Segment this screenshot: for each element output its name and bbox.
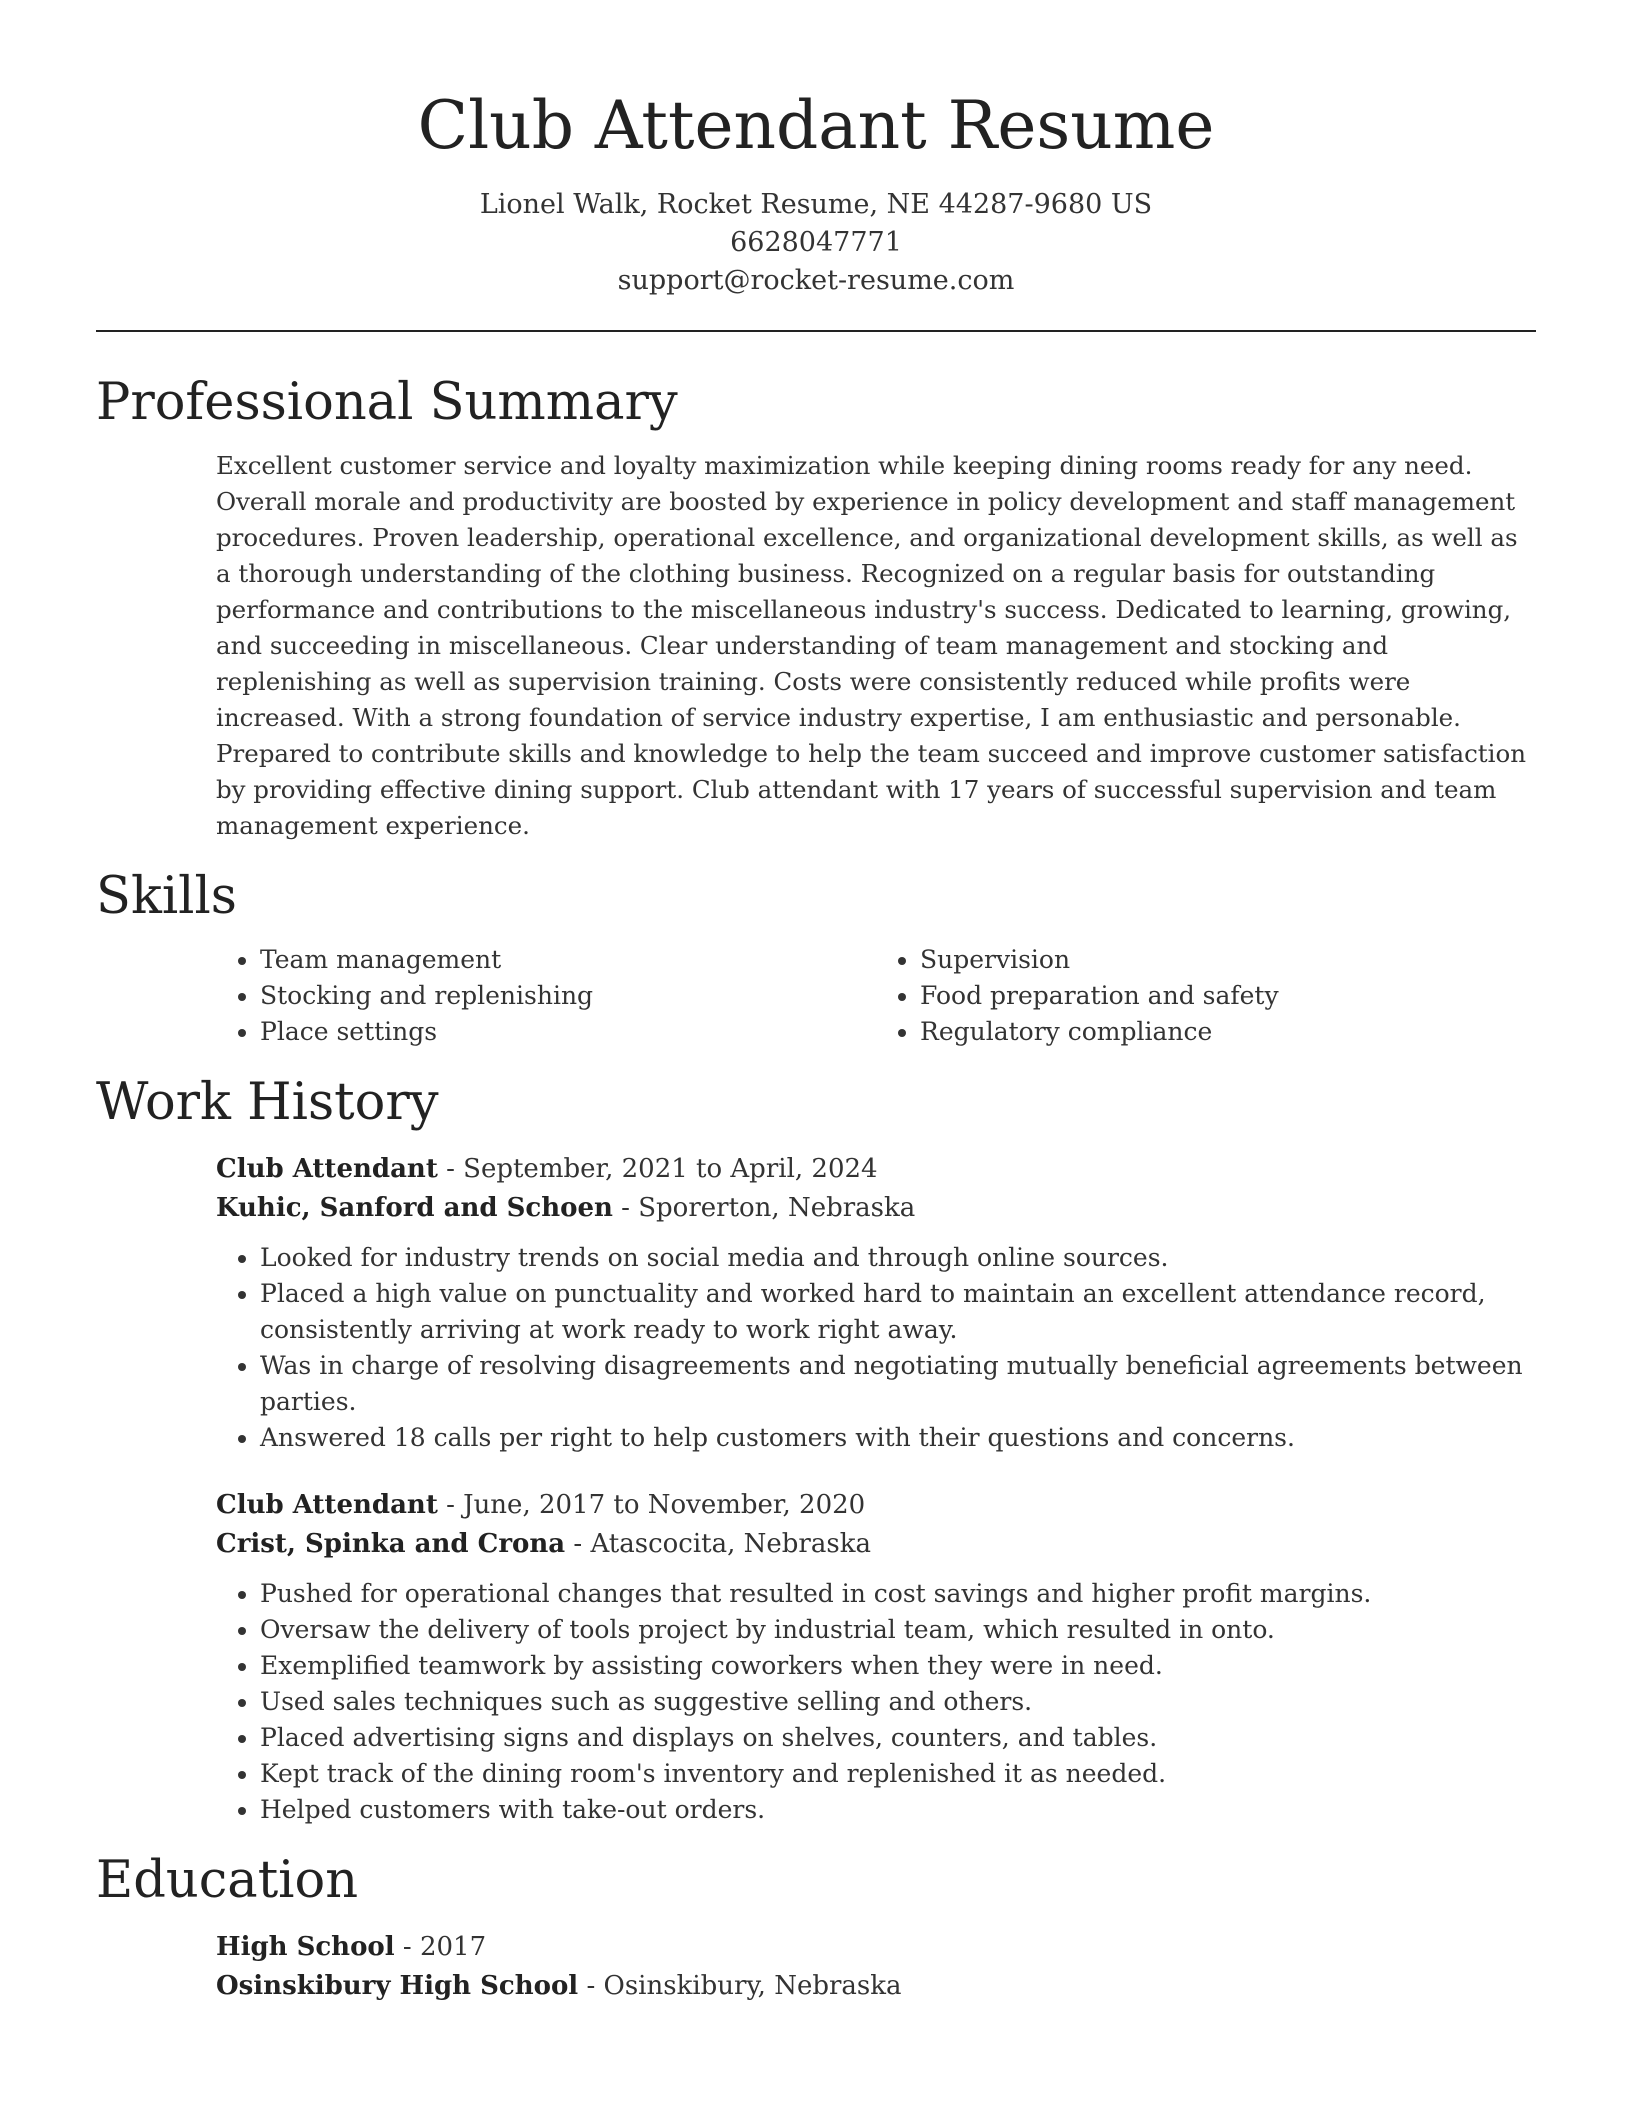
job-company: Kuhic, Sanford and Schoen — [216, 1193, 613, 1223]
work-history-section — [96, 1072, 1536, 1828]
education-section — [96, 1850, 1536, 2006]
job-title-line — [216, 1150, 1536, 1189]
summary-section — [96, 372, 1536, 844]
skill-item: • Regulatory compliance — [920, 1014, 1536, 1050]
job-bullet: • Helped customers with take-out orders. — [260, 1792, 1536, 1828]
job-company-line — [216, 1189, 1536, 1228]
job-bullet: • Looked for industry trends on social media and through online sources. — [260, 1240, 1536, 1276]
job-title: Club Attendant — [216, 1490, 438, 1520]
education-entry — [216, 1928, 1536, 2006]
education-degree-line — [216, 1928, 1536, 1967]
job-location: - Sporerton, Nebraska — [612, 1193, 916, 1223]
job-bullets — [216, 1240, 1536, 1456]
skill-item: • Place settings — [260, 1014, 876, 1050]
job-bullet: • Oversaw the delivery of tools project by industrial team, which resulted in onto. — [260, 1612, 1536, 1648]
job-dates: - September, 2021 to April, 2024 — [437, 1154, 878, 1184]
skills-section — [96, 866, 1536, 1050]
skills-column-left — [216, 942, 876, 1050]
skill-item: • Food preparation and safety — [920, 978, 1536, 1014]
skill-item: • Team management — [260, 942, 876, 978]
education-heading: Education — [96, 1851, 359, 1910]
contact-address: Lionel Walk, Rocket Resume, NE 44287-9680 US — [479, 189, 1153, 220]
skill-item: • Stocking and replenishing — [260, 978, 876, 1014]
job-bullet: • Was in charge of resolving disagreements and negotiating mutually beneficial agreements between parties. — [260, 1348, 1536, 1420]
job-company: Crist, Spinka and Crona — [216, 1529, 566, 1559]
job-entry — [216, 1150, 1536, 1456]
job-location: - Atascocita, Nebraska — [565, 1529, 871, 1559]
job-bullet: • Placed advertising signs and displays on shelves, counters, and tables. — [260, 1720, 1536, 1756]
header-divider — [96, 330, 1536, 332]
contact-phone: 6628047771 — [730, 227, 902, 258]
skills-heading: Skills — [96, 867, 237, 926]
job-title-line — [216, 1486, 1536, 1525]
contact-email: support@rocket-resume.com — [617, 265, 1015, 296]
job-bullet: • Placed a high value on punctuality and worked hard to maintain an excellent attendance record, consistently arriving at work ready to work right away. — [260, 1276, 1536, 1348]
resume-title: Club Attendant Resume — [417, 87, 1215, 164]
resume-page — [96, 0, 1536, 2006]
education-school-line — [216, 1967, 1536, 2006]
job-bullet: • Pushed for operational changes that resulted in cost savings and higher profit margins. — [260, 1576, 1536, 1612]
skills-list — [216, 942, 1536, 1050]
job-bullet: • Used sales techniques such as suggestive selling and others. — [260, 1684, 1536, 1720]
education-degree: High School — [216, 1932, 395, 1962]
job-dates: - June, 2017 to November, 2020 — [437, 1490, 866, 1520]
job-bullet: • Answered 18 calls per right to help customers with their questions and concerns. — [260, 1420, 1536, 1456]
education-year: - 2017 — [394, 1932, 487, 1962]
skill-item: • Supervision — [920, 942, 1536, 978]
job-entry — [216, 1486, 1536, 1828]
job-company-line — [216, 1525, 1536, 1564]
resume-header — [96, 0, 1536, 300]
job-bullet: • Kept track of the dining room's inventory and replenished it as needed. — [260, 1756, 1536, 1792]
work-history-heading: Work History — [96, 1073, 439, 1132]
contact-block — [96, 186, 1536, 300]
summary-text: Excellent customer service and loyalty maximization while keeping dining rooms ready for any need. Overall morale and productivity are boosted by experience in policy development and staff management procedures. Proven leadership, operational excellence, and organizational development skills, as well as a thorough understanding of the clothing business. Recognized on a regular basis for outstanding performance and contributions to the miscellaneous industry's success. Dedicated to learning, growing, and succeeding in miscellaneous. Clear understanding of team management and stocking and replenishing as well as supervision training. Costs were consistently reduced while profits were increased. With a strong foundation of service industry expertise, I am enthusiastic and personable. Prepared to contribute skills and knowledge to help the team succeed and improve customer satisfaction by providing effective dining support. Club attendant with 17 years of successful supervision and team management experience. — [216, 451, 1527, 840]
education-location: - Osinskibury, Nebraska — [578, 1971, 902, 2001]
skills-column-right — [876, 942, 1536, 1050]
summary-heading: Professional Summary — [96, 373, 678, 432]
job-bullets — [216, 1576, 1536, 1828]
education-school: Osinskibury High School — [216, 1971, 579, 2001]
job-bullet: • Exemplified teamwork by assisting coworkers when they were in need. — [260, 1648, 1536, 1684]
job-title: Club Attendant — [216, 1154, 438, 1184]
